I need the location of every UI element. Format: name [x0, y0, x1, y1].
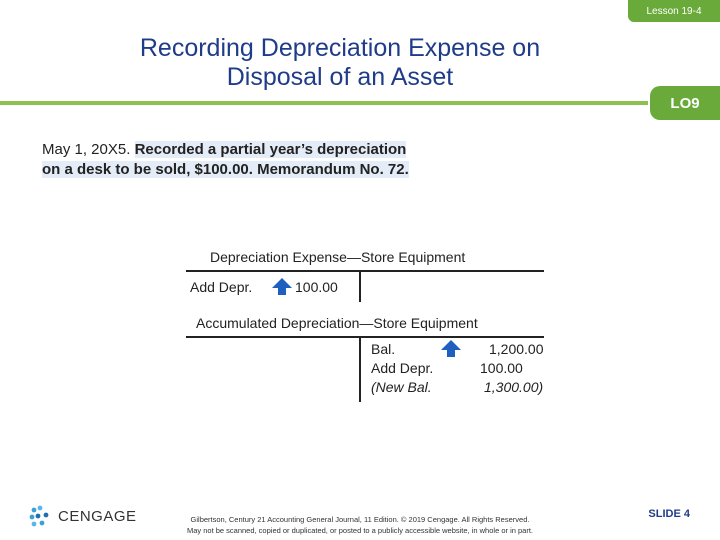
t-account-title: Depreciation Expense—Store Equipment	[210, 249, 466, 265]
t-account-title: Accumulated Depreciation—Store Equipment	[196, 315, 478, 331]
arrow-up-icon	[271, 276, 293, 296]
t-account-divider	[359, 336, 361, 402]
arrow-up-icon	[440, 338, 462, 358]
debit-label: Add Depr.	[190, 279, 253, 295]
cengage-logo	[28, 504, 137, 528]
slide-title-line1: Recording Depreciation Expense on	[139, 34, 541, 62]
credit-amount: 1,300.00)	[484, 379, 544, 395]
copyright-notice	[140, 514, 580, 536]
credit-label: Add Depr.	[371, 360, 434, 376]
cengage-logo-icon	[28, 504, 52, 528]
slide-title-line2: Disposal of an Asset	[226, 63, 454, 91]
transaction-date: May 1, 20X5.	[42, 141, 131, 158]
credit-label: (New Bal.	[371, 379, 432, 395]
debit-amount: 100.00	[295, 279, 338, 295]
lo-badge: LO9	[650, 86, 720, 120]
copyright-line2: May not be scanned, copied or duplicated, or posted to a publicly accessible website, in whole or in part.	[186, 526, 534, 535]
t-account-divider	[359, 270, 361, 302]
t-account-top-line	[186, 270, 544, 272]
title-divider	[0, 101, 648, 105]
credit-label: Bal.	[371, 341, 396, 357]
transaction-text-line1: Recorded a partial year’s depreciation	[134, 141, 407, 158]
transaction-narrative	[42, 140, 442, 180]
copyright-line1: Gilbertson, Century 21 Accounting General Journal, 11 Edition. © 2019 Cengage. All Rights Reserved.	[190, 515, 530, 524]
slide-number: SLIDE 4	[648, 508, 690, 520]
cengage-logo-text: CENGAGE	[58, 507, 137, 525]
t-account-top-line	[186, 336, 544, 338]
transaction-text-line2: on a desk to be sold, $100.00. Memorandum No. 72.	[42, 161, 409, 178]
credit-amount: 100.00	[480, 360, 523, 376]
lesson-tab: Lesson 19-4	[628, 0, 720, 22]
credit-amount: 1,200.00	[489, 341, 544, 357]
slide-title	[60, 34, 620, 92]
